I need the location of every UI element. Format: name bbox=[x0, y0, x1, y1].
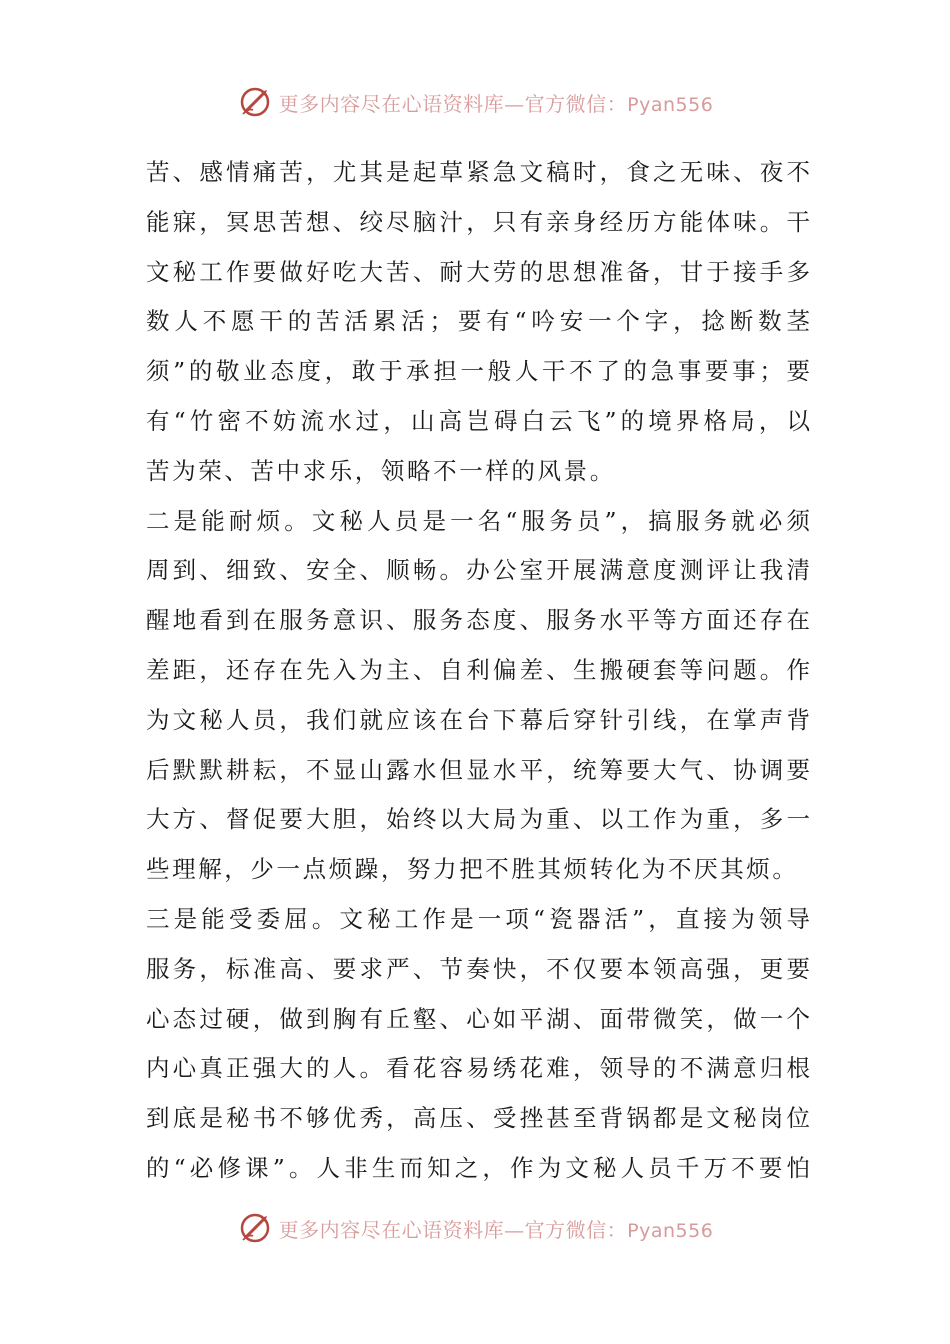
text-line: 能寐，冥思苦想、绞尽脑汁，只有亲身经历方能体味。干 bbox=[146, 207, 810, 236]
text-line: 些理解，少一点烦躁，努力把不胜其烦转化为不厌其烦。 bbox=[146, 855, 799, 884]
header-banner-label: 更多内容尽在心语资料库—官方微信： bbox=[278, 91, 628, 116]
text-line: 到底是秘书不够优秀，高压、受挫甚至背锅都是文秘岗位 bbox=[146, 1104, 810, 1133]
text-line: 二是能耐烦。文秘人员是一名“服务员”，搞服务就必须 bbox=[146, 506, 810, 535]
pen-circle-logo-icon bbox=[237, 1210, 273, 1246]
text-line: 有“竹密不妨流水过，山高岂碍白云飞”的境界格局，以 bbox=[146, 406, 810, 435]
header-banner-handle: Pyan556 bbox=[627, 93, 714, 116]
text-line: 苦、感情痛苦，尤其是起草紧急文稿时，食之无味、夜不 bbox=[146, 158, 810, 186]
text-line: 苦为荣、苦中求乐，领略不一样的风景。 bbox=[146, 456, 616, 485]
text-line: 大方、督促要大胆，始终以大局为重、以工作为重，多一 bbox=[146, 805, 810, 834]
text-line: 服务，标准高、要求严、节奏快，不仅要本领高强，更要 bbox=[146, 954, 810, 983]
text-line: 的“必修课”。人非生而知之，作为文秘人员千万不要怕 bbox=[146, 1153, 810, 1182]
text-line: 文秘工作要做好吃大苦、耐大劳的思想准备，甘于接手多 bbox=[146, 257, 810, 286]
text-line: 三是能受委屈。文秘工作是一项“瓷器活”，直接为领导 bbox=[146, 904, 810, 933]
text-line: 心态过硬，做到胸有丘壑、心如平湖、面带微笑，做一个 bbox=[146, 1004, 810, 1033]
text-line: 周到、细致、安全、顺畅。办公室开展满意度测评让我清 bbox=[146, 556, 810, 585]
footer-banner-text bbox=[279, 1214, 714, 1243]
footer-banner-handle: Pyan556 bbox=[627, 1219, 714, 1242]
body-text bbox=[146, 148, 810, 1194]
text-line: 为文秘人员，我们就应该在台下幕后穿针引线，在掌声背 bbox=[146, 705, 810, 734]
footer-banner-label: 更多内容尽在心语资料库—官方微信： bbox=[278, 1217, 628, 1242]
header-banner bbox=[0, 82, 950, 122]
text-line: 须”的敬业态度，敢于承担一般人干不了的急事要事；要 bbox=[146, 357, 810, 386]
footer-banner bbox=[0, 1208, 950, 1248]
text-line: 后默默耕耘，不显山露水但显水平，统筹要大气、协调要 bbox=[146, 755, 810, 784]
text-line: 差距，还存在先入为主、自利偏差、生搬硬套等问题。作 bbox=[146, 655, 810, 684]
text-line: 醒地看到在服务意识、服务态度、服务水平等方面还存在 bbox=[146, 606, 810, 635]
header-banner-text bbox=[279, 88, 714, 117]
text-line: 数人不愿干的苦活累活；要有“吟安一个字，捻断数茎 bbox=[146, 307, 810, 336]
text-line: 内心真正强大的人。看花容易绣花难，领导的不满意归根 bbox=[146, 1054, 810, 1083]
pen-circle-logo-icon bbox=[237, 84, 273, 120]
